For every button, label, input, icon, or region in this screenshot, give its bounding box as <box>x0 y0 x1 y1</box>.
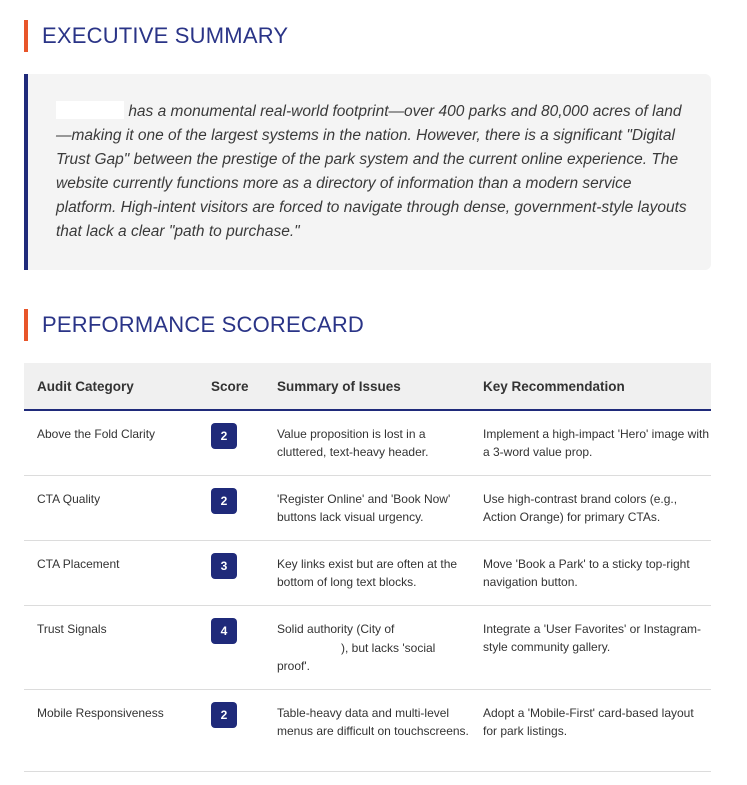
header-score: Score <box>211 378 249 394</box>
performance-scorecard-heading <box>24 309 364 341</box>
redacted-name <box>277 638 341 652</box>
score-cell <box>198 476 264 541</box>
redacted-name <box>56 101 124 119</box>
score-badge: 2 <box>211 702 237 728</box>
category-cell: Mobile Responsiveness <box>24 690 198 772</box>
table-row <box>24 606 711 690</box>
score-cell <box>198 606 264 690</box>
executive-summary-box <box>24 74 711 270</box>
summary-text-part2: ), but lacks 'social proof'. <box>277 641 436 673</box>
category-cell: Trust Signals <box>24 606 198 690</box>
score-cell <box>198 410 264 476</box>
summary-cell: Key links exist but are often at the bottom of long text blocks. <box>264 541 470 606</box>
recommendation-cell: Integrate a 'User Favorites' or Instagram-style community gallery. <box>470 606 711 690</box>
summary-cell: Value proposition is lost in a cluttered, text-heavy header. <box>264 410 470 476</box>
heading-accent-bar <box>24 20 28 52</box>
score-badge: 4 <box>211 618 237 644</box>
executive-summary-heading <box>24 20 288 52</box>
score-badge: 3 <box>211 553 237 579</box>
table-row <box>24 476 711 541</box>
executive-summary-title: EXECUTIVE SUMMARY <box>42 23 289 48</box>
table-row <box>24 541 711 606</box>
header-recommendation: Key Recommendation <box>483 378 625 394</box>
header-summary: Summary of Issues <box>277 378 401 394</box>
executive-summary-text: has a monumental real-world footprint—over 400 parks and 80,000 acres of land—making it one of the largest systems in the nation. However, there is a significant "Digital Trust Gap" between the prestige of the park system and the current online experience. The website currently functions more as a directory of information than a modern service platform. High-intent visitors are forced to navigate through dense, government-style layouts that lack a clear "path to purchase." <box>56 103 687 240</box>
category-cell: CTA Quality <box>24 476 198 541</box>
category-cell: Above the Fold Clarity <box>24 410 198 476</box>
table-row <box>24 410 711 476</box>
summary-cell: Table-heavy data and multi-level menus are difficult on touchscreens. <box>264 690 470 772</box>
recommendation-cell: Move 'Book a Park' to a sticky top-right navigation button. <box>470 541 711 606</box>
score-cell <box>198 541 264 606</box>
performance-scorecard-title: PERFORMANCE SCORECARD <box>42 312 365 337</box>
header-audit-category: Audit Category <box>37 378 134 394</box>
scorecard-table <box>24 363 711 772</box>
table-row <box>24 690 711 772</box>
score-badge: 2 <box>211 488 237 514</box>
summary-cell <box>264 606 470 690</box>
recommendation-cell: Use high-contrast brand colors (e.g., Action Orange) for primary CTAs. <box>470 476 711 541</box>
summary-text-part1: Solid authority (City of <box>277 622 395 636</box>
summary-cell: 'Register Online' and 'Book Now' buttons lack visual urgency. <box>264 476 470 541</box>
category-cell: CTA Placement <box>24 541 198 606</box>
recommendation-cell: Implement a high-impact 'Hero' image with a 3-word value prop. <box>470 410 711 476</box>
table-header-row <box>24 363 711 410</box>
recommendation-cell: Adopt a 'Mobile-First' card-based layout for park listings. <box>470 690 711 772</box>
score-cell <box>198 690 264 772</box>
heading-accent-bar <box>24 309 28 341</box>
score-badge: 2 <box>211 423 237 449</box>
executive-summary-paragraph <box>56 100 687 244</box>
